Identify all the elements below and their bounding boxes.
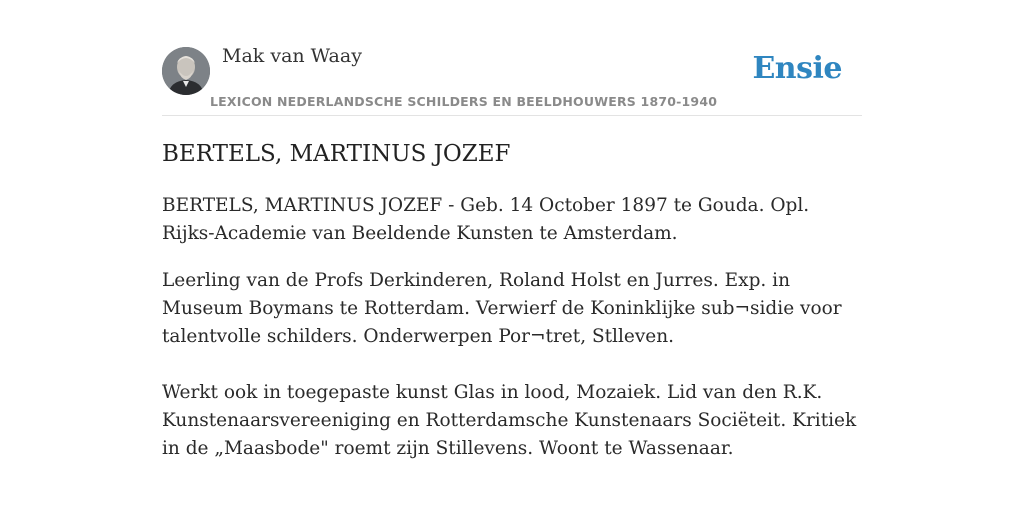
- article-title: BERTELS, MARTINUS JOZEF: [162, 141, 511, 167]
- author-name[interactable]: Mak van Waay: [222, 45, 362, 67]
- lexicon-subtitle[interactable]: LEXICON NEDERLANDSCHE SCHILDERS EN BEELDHOUWERS 1870-1940: [210, 94, 718, 109]
- article-paragraph: Werkt ook in toegepaste kunst Glas in lood, Mozaiek. Lid van den R.K. Kunstenaarsvereeniging en Rotterdamsche Kunstenaars Sociëteit. Kritiek in de „Maasbode" roemt zijn Stillevens. Woont te Wassenaar.: [162, 382, 857, 459]
- brand-logo[interactable]: Ensie: [752, 51, 842, 86]
- page-header: [162, 0, 862, 116]
- article-paragraph: Leerling van de Profs Derkinderen, Roland Holst en Jurres. Exp. in Museum Boymans te Rotterdam. Verwierf de Koninklijke sub¬sidie voor talentvolle schilders. Onderwerpen Por¬tret, Stlleven.: [162, 270, 842, 347]
- article-paragraph: BERTELS, MARTINUS JOZEF - Geb. 14 October 1897 te Gouda. Opl. Rijks-Academie van Beeldende Kunsten te Amsterdam.: [162, 195, 810, 244]
- author-avatar[interactable]: [162, 47, 210, 95]
- page-container: [162, 0, 862, 512]
- portrait-icon: [162, 47, 210, 95]
